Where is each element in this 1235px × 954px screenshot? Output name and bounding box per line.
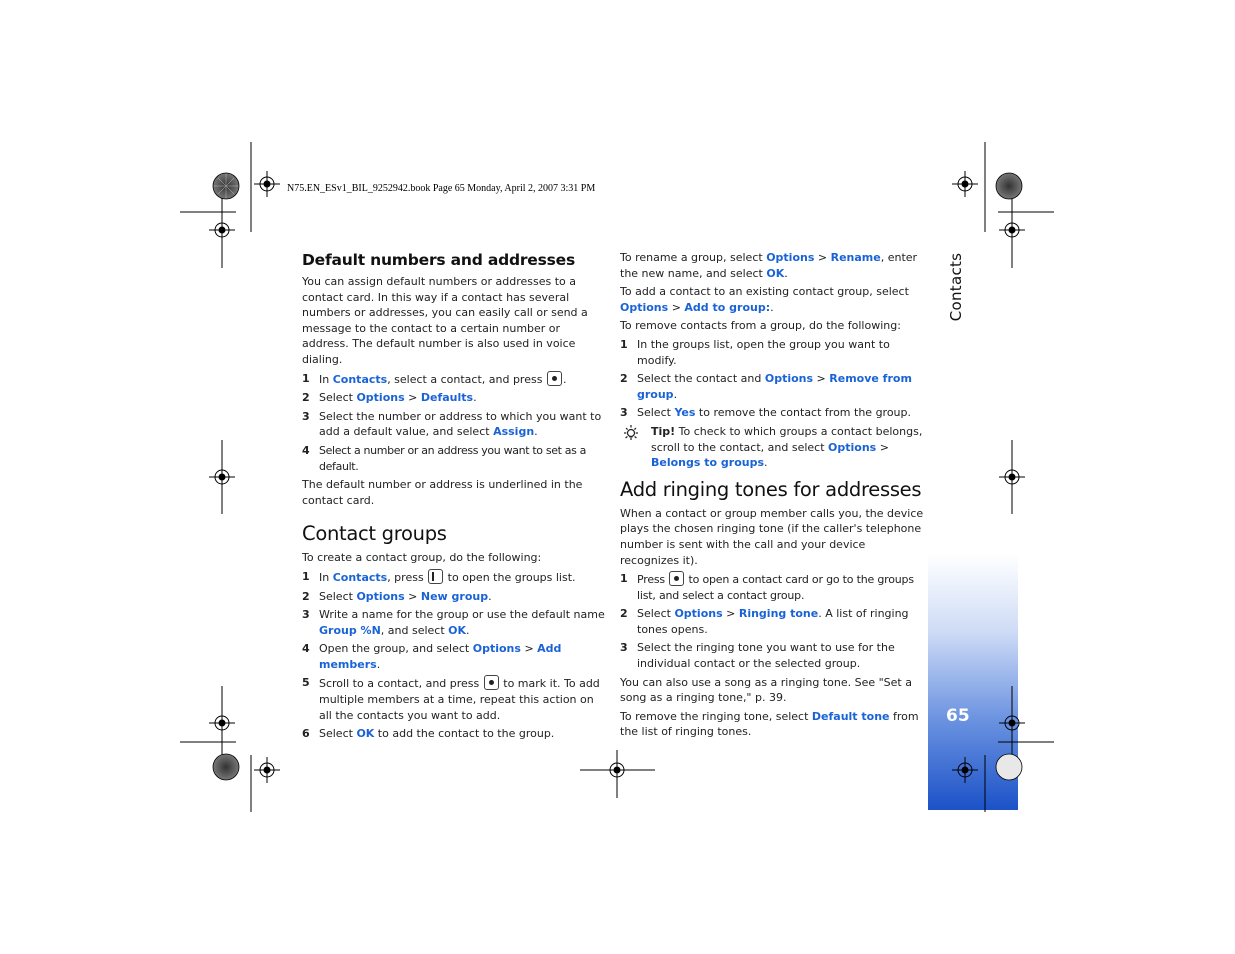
list-item: 4 Select a number or an address you want to set as a default. <box>302 443 587 473</box>
page-number: 65 <box>946 706 970 726</box>
ringing-tones-heading: Add ringing tones for addresses <box>620 477 922 501</box>
ringing-intro: When a contact or group member calls you, the device plays the chosen ringing tone (if the caller's telephone number is sent with the call and your device recognizes it). <box>620 506 924 567</box>
list-item: 2 Select Options > New group. <box>302 589 492 603</box>
list-item: 2 Select Options > Defaults. <box>302 391 477 405</box>
list-item: 1 In the groups list, open the group you want to modify. <box>620 337 890 367</box>
default-numbers-outro: The default number or address is underlined in the contact card. <box>302 478 583 507</box>
list-item: 3 Select the ringing tone you want to use for the individual contact or the selected group. <box>620 641 895 671</box>
list-item: 1 Press to open a contact card or go to the groups list, and select a contact group. <box>620 572 914 602</box>
default-numbers-heading: Default numbers and addresses <box>302 251 576 269</box>
section-label: Contacts <box>947 252 965 322</box>
remove-tone-text: To remove the ringing tone, select Default tone from the list of ringing tones. <box>620 709 919 739</box>
default-numbers-intro: You can assign default numbers or addresses to a contact card. In this way if a contact has several numbers or addresses, you can easily call or send a message to the contact to a certain number or address. The default number is also used in voice dialing. <box>302 275 588 366</box>
tip-box: Tip! To check to which groups a contact belongs, scroll to the contact, and select Options > Belongs to groups. <box>620 424 924 471</box>
list-item: 1 In Contacts, select a contact, and press . <box>302 371 567 386</box>
contacts-link: Contacts <box>332 372 388 386</box>
print-header: N75.EN_ESv1_BIL_9252942.book Page 65 Monday, April 2, 2007 3:31 PM <box>287 183 596 194</box>
add-to-group-text: To add a contact to an existing contact group, select Options > Add to group:. <box>620 285 909 314</box>
song-text: You can also use a song as a ringing tone. See "Set a song as a ringing tone," p. 39. <box>620 675 912 705</box>
contact-groups-intro: To create a contact group, do the following: <box>302 551 542 565</box>
contact-groups-heading: Contact groups <box>302 522 447 546</box>
list-item: 6 Select OK to add the contact to the group. <box>302 727 555 741</box>
list-item: 2 Select Options > Ringing tone. A list of ringing tones opens. <box>620 607 909 636</box>
remove-intro: To remove contacts from a group, do the following: <box>620 319 901 333</box>
rename-group-text: To rename a group, select Options > Rename, enter the new name, and select OK. <box>620 251 918 280</box>
list-item: 3 Select Yes to remove the contact from the group. <box>620 406 912 420</box>
starburst-icon <box>213 173 1022 780</box>
list-item: 4 Open the group, and select Options > Add members. <box>302 642 562 671</box>
list-item: 1 In Contacts, press to open the groups list. <box>302 569 576 584</box>
list-item: 2 Select the contact and Options > Remove from group. <box>620 372 912 401</box>
list-item: 5 Scroll to a contact, and press to mark it. To add multiple members at a time, repeat this action on all the contacts you want to add. <box>302 676 600 722</box>
list-item: 3 Write a name for the group or use the default name Group %N, and select OK. <box>302 608 605 637</box>
list-item: 3 Select the number or address to which you want to add a default value, and select Assign. <box>302 409 602 439</box>
